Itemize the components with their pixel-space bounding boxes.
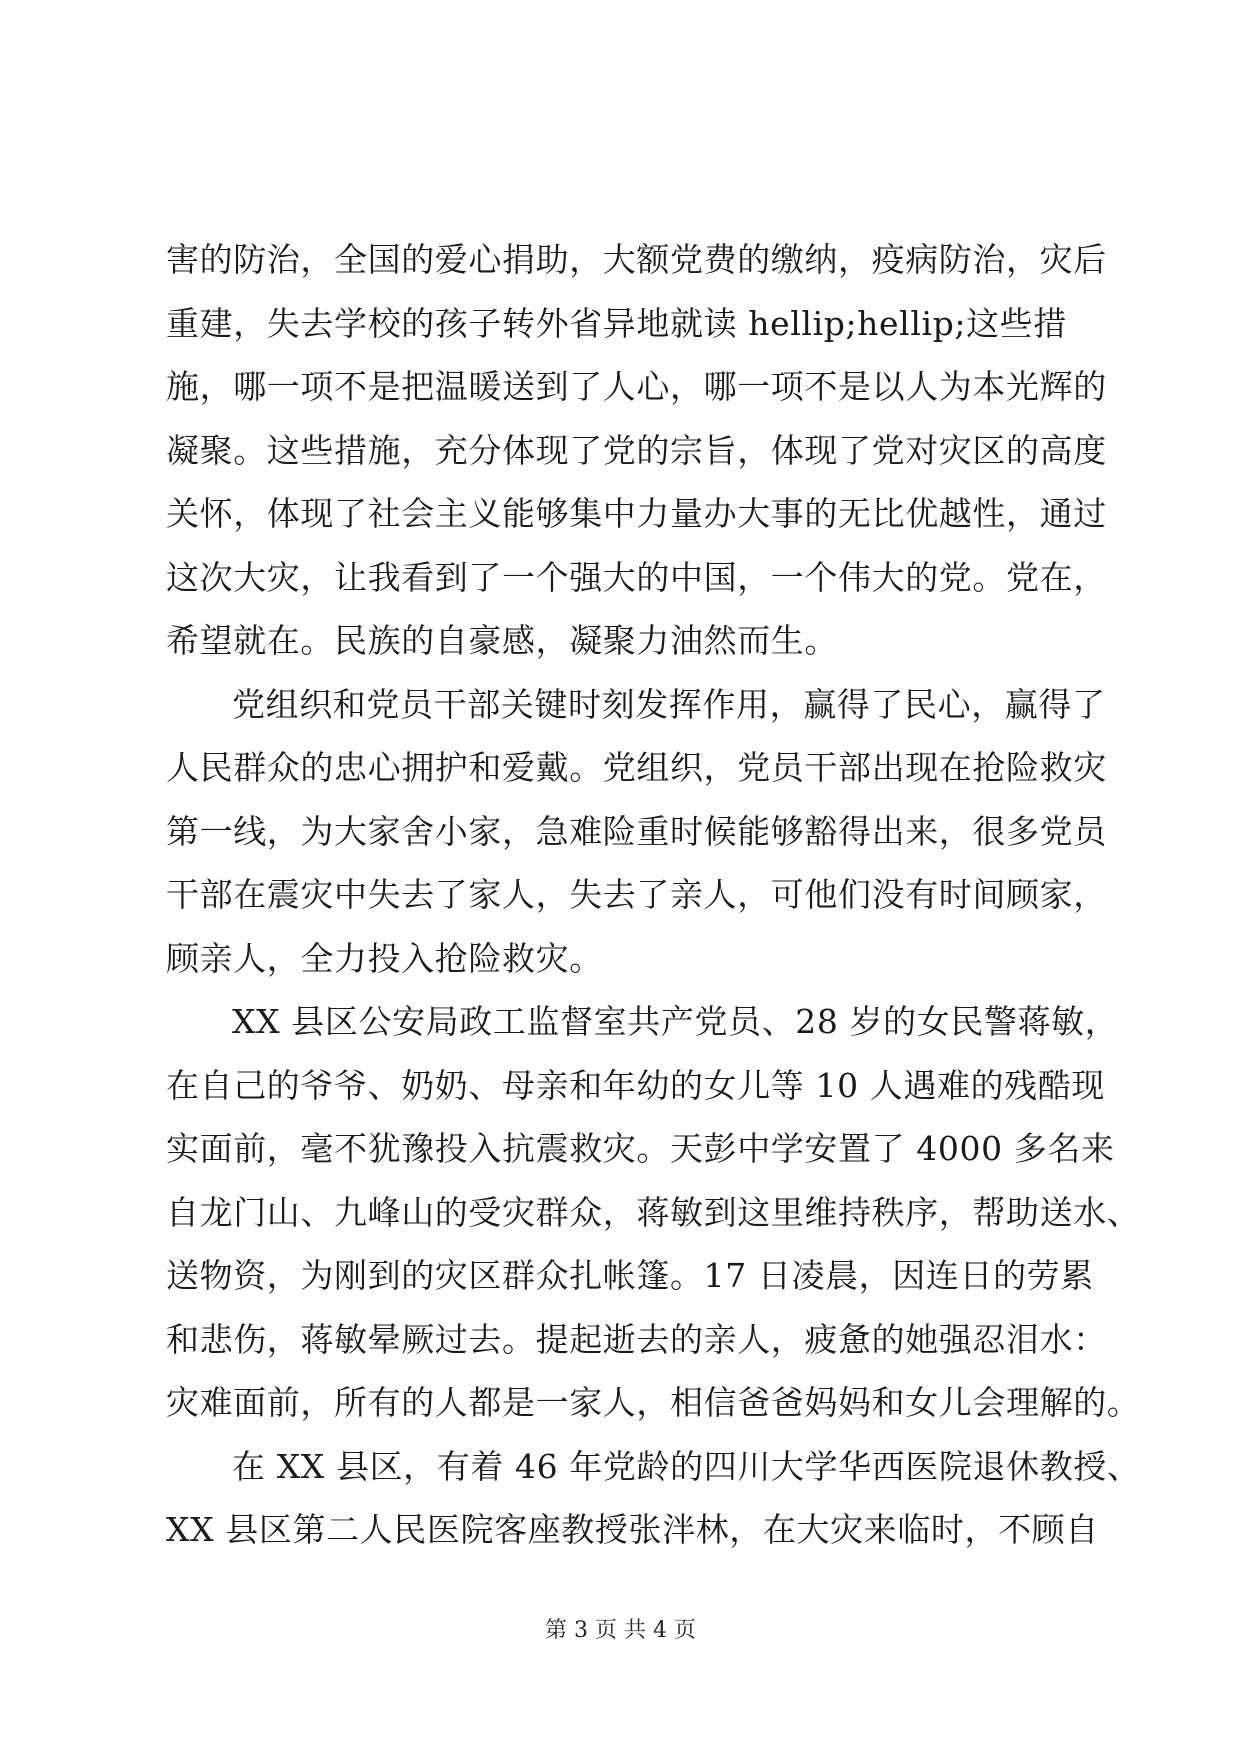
text-line: 实面前，毫不犹豫投入抗震救灾。天彭中学安置了 4000 多名来 xyxy=(166,1129,1115,1168)
text-line: 顾亲人，全力投入抢险救灾。 xyxy=(166,938,603,978)
text-line: 干部在震灾中失去了家人，失去了亲人，可他们没有时间顾家， xyxy=(166,875,1107,914)
text-line: XX 县区公安局政工监督室共产党员、28 岁的女民警蒋敏， xyxy=(232,1002,1119,1041)
text-line: 害的防治，全国的爱心捐助，大额党费的缴纳，疫病防治，灾后 xyxy=(166,240,1107,279)
text-line: 这次大灾，让我看到了一个强大的中国，一个伟大的党。党在， xyxy=(166,557,1107,597)
text-line: 施，哪一项不是把温暖送到了人心，哪一项不是以人为本光辉的 xyxy=(166,367,1107,406)
text-line: 凝聚。这些措施，充分体现了党的宗旨，体现了党对灾区的高度 xyxy=(166,430,1107,470)
text-line: 人民群众的忠心拥护和爱戴。党组织，党员干部出现在抢险救灾 xyxy=(166,748,1107,787)
text-line: 灾难面前，所有的人都是一家人，相信爸爸妈妈和女儿会理解的。 xyxy=(166,1383,1141,1422)
text-line: 关怀，体现了社会主义能够集中力量办大事的无比优越性，通过 xyxy=(166,494,1107,533)
text-line: 希望就在。民族的自豪感，凝聚力油然而生。 xyxy=(166,621,838,660)
text-line: 自龙门山、九峰山的受灾群众，蒋敏到这里维持秩序，帮助送水、 xyxy=(166,1192,1141,1232)
text-line: 在 XX 县区，有着 46 年党龄的四川大学华西医院退休教授、 xyxy=(232,1446,1141,1486)
text-line: 第一线，为大家舍小家，急难险重时候能够豁得出来，很多党员 xyxy=(166,811,1107,851)
text-line: 在自己的爷爷、奶奶、母亲和年幼的女儿等 10 人遇难的残酷现 xyxy=(166,1065,1105,1105)
text-line: 和悲伤，蒋敏晕厥过去。提起逝去的亲人，疲惫的她强忍泪水： xyxy=(166,1319,1107,1359)
text-line: 重建，失去学校的孩子转外省异地就读 hellip;hellip;这些措 xyxy=(166,303,1067,343)
document-body xyxy=(166,228,1141,1562)
text-line: 送物资，为刚到的灾区群众扎帐篷。17 日凌晨，因连日的劳累 xyxy=(166,1256,1094,1295)
text-line: 党组织和党员干部关键时刻发挥作用，赢得了民心，赢得了 xyxy=(232,684,1106,724)
text-line: XX 县区第二人民医院客座教授张泮林，在大灾来临时，不顾自 xyxy=(166,1510,1099,1549)
page-footer: 第 3 页 共 4 页 xyxy=(545,1618,696,1643)
